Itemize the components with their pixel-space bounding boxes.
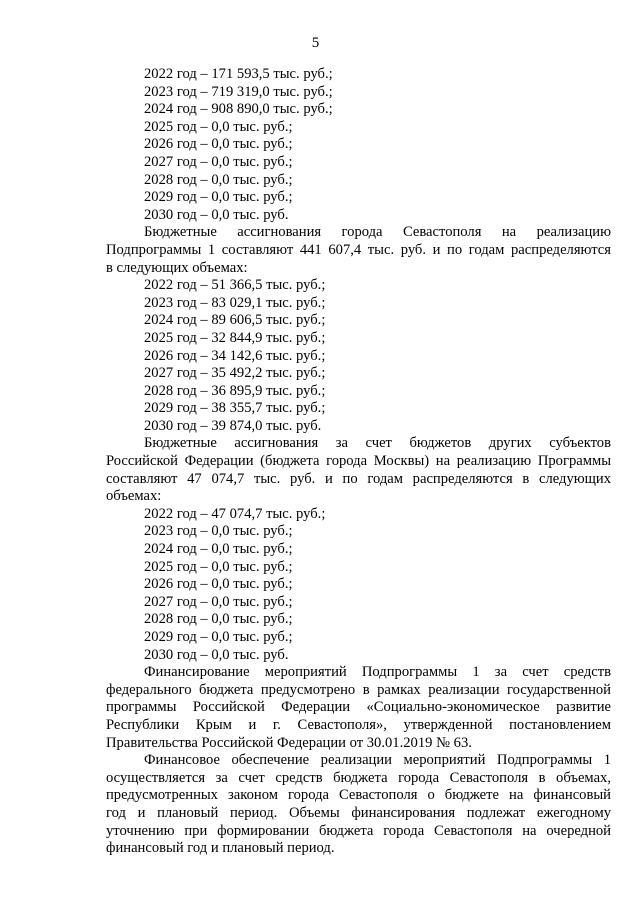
paragraph-line: Республики Крым и г. Севастополя», утвержденной постановлением [106, 716, 611, 733]
paragraph-line: финансовый год и плановый период. [106, 840, 335, 857]
document-body [106, 66, 611, 858]
year-amount-line: 2027 год – 0,0 тыс. руб.; [144, 593, 293, 610]
paragraph-line: составляют 47 074,7 тыс. руб. и по годам распределяются в следующих [106, 470, 611, 487]
year-amount-line: 2025 год – 0,0 тыс. руб.; [144, 118, 293, 135]
paragraph-line: Бюджетные ассигнования за счет бюджетов других субъектов [144, 435, 611, 452]
year-amount-line: 2026 год – 0,0 тыс. руб.; [144, 136, 293, 153]
paragraph-line: объемах: [106, 488, 162, 505]
year-amount-line: 2030 год – 39 874,0 тыс. руб. [144, 417, 322, 434]
federal-budget-year-list [106, 66, 611, 224]
page-number: 5 [311, 35, 320, 51]
year-amount-line: 2030 год – 0,0 тыс. руб. [144, 206, 289, 223]
year-amount-line: 2022 год – 171 593,5 тыс. руб.; [144, 66, 333, 82]
year-amount-line: 2028 год – 0,0 тыс. руб.; [144, 171, 293, 188]
sevastopol-budget-year-list [106, 277, 611, 435]
financial-support-paragraph [106, 752, 611, 858]
year-amount-line: 2028 год – 0,0 тыс. руб.; [144, 611, 293, 628]
year-amount-line: 2028 год – 36 895,9 тыс. руб.; [144, 382, 326, 399]
year-amount-line: 2027 год – 0,0 тыс. руб.; [144, 153, 293, 170]
federal-financing-paragraph [106, 664, 611, 752]
paragraph-line: Финансирование мероприятий Подпрограммы 1 за счет средств [144, 664, 611, 681]
paragraph-line: предусмотренных законом города Севастополя о бюджете на финансовый [106, 787, 611, 804]
paragraph-line: год и плановый период. Объемы финансирования подлежат ежегодному [106, 804, 611, 821]
year-amount-line: 2030 год – 0,0 тыс. руб. [144, 646, 289, 663]
paragraph-line: Правительства Российской Федерации от 30.01.2019 № 63. [106, 734, 472, 751]
paragraph-line: Финансовое обеспечение реализации мероприятий Подпрограммы 1 [144, 752, 611, 769]
year-amount-line: 2024 год – 0,0 тыс. руб.; [144, 541, 293, 558]
paragraph-line: Российской Федерации (бюджета города Москвы) на реализацию Программы [106, 453, 611, 470]
paragraph-line: Подпрограммы 1 составляют 441 607,4 тыс. руб. и по годам распределяются [106, 241, 611, 258]
year-amount-line: 2022 год – 47 074,7 тыс. руб.; [144, 505, 326, 522]
year-amount-line: 2023 год – 0,0 тыс. руб.; [144, 523, 293, 540]
paragraph-line: программы Российской Федерации «Социально-экономическое развитие [106, 699, 611, 716]
year-amount-line: 2029 год – 0,0 тыс. руб.; [144, 189, 293, 206]
paragraph-line: уточнению при формировании бюджета города Севастополя на очередной [106, 822, 611, 839]
sevastopol-budget-paragraph [106, 224, 611, 277]
year-amount-line: 2027 год – 35 492,2 тыс. руб.; [144, 365, 326, 382]
other-subjects-budget-paragraph [106, 435, 611, 505]
paragraph-line: осуществляется за счет средств бюджета города Севастополя в объемах, [106, 769, 611, 786]
year-amount-line: 2025 год – 32 844,9 тыс. руб.; [144, 329, 326, 346]
moscow-budget-year-list [106, 506, 611, 664]
year-amount-line: 2029 год – 38 355,7 тыс. руб.; [144, 400, 326, 417]
year-amount-line: 2026 год – 0,0 тыс. руб.; [144, 576, 293, 593]
paragraph-line: федерального бюджета предусмотрено в рамках реализации государственной [106, 681, 611, 698]
year-amount-line: 2029 год – 0,0 тыс. руб.; [144, 629, 293, 645]
year-amount-line: 2025 год – 0,0 тыс. руб.; [144, 558, 293, 575]
year-amount-line: 2023 год – 83 029,1 тыс. руб.; [144, 294, 326, 311]
year-amount-line: 2022 год – 51 366,5 тыс. руб.; [144, 277, 326, 294]
year-amount-line: 2024 год – 908 890,0 тыс. руб.; [144, 101, 333, 118]
year-amount-line: 2026 год – 34 142,6 тыс. руб.; [144, 347, 326, 364]
paragraph-line: Бюджетные ассигнования города Севастополя на реализацию [144, 224, 611, 241]
paragraph-line: в следующих объемах: [106, 259, 248, 276]
year-amount-line: 2024 год – 89 606,5 тыс. руб.; [144, 312, 326, 329]
year-amount-line: 2023 год – 719 319,0 тыс. руб.; [144, 83, 333, 100]
